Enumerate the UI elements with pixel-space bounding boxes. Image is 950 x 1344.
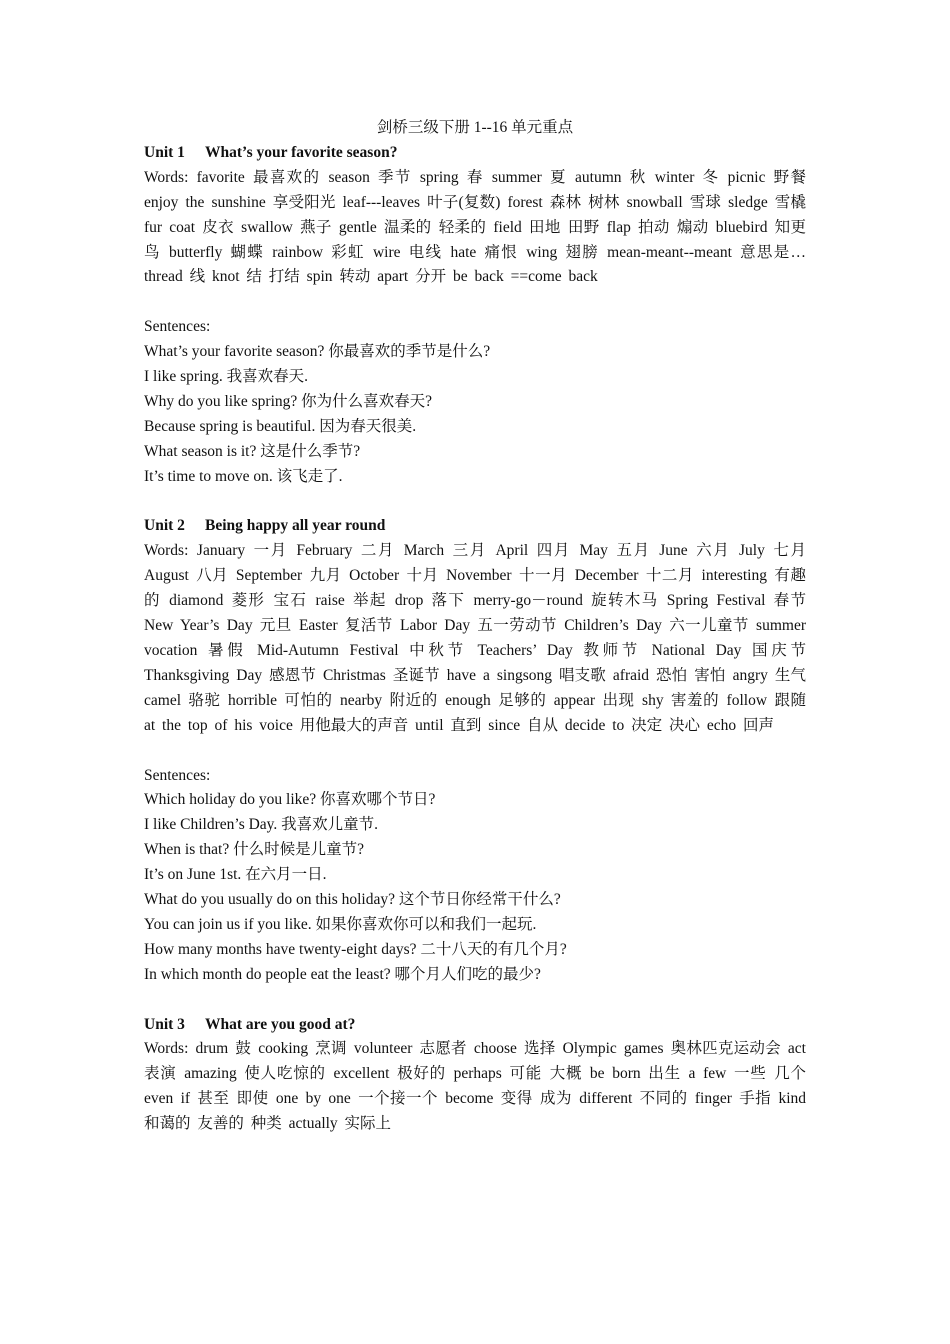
unit-2-section [144,514,806,1012]
unit-title: What’s your favorite season? [205,143,398,161]
spacer [144,490,806,515]
unit-1-section [144,141,806,515]
sentence: In which month do people eat the least? 哪个月人们吃的最少? [144,965,541,983]
unit-heading [144,1013,806,1038]
sentence: I like spring. 我喜欢春天. [144,368,309,386]
unit-3-section [144,1013,806,1138]
sentences-label: Sentences: [144,318,211,336]
sentence: How many months have twenty-eight days? 二十八天的有几个月? [144,940,567,958]
spacer [144,290,806,315]
sentence: What’s your favorite season? 你最喜欢的季节是什么? [144,343,491,361]
unit-title: What are you good at? [205,1015,356,1033]
spacer [144,739,806,764]
document-body [144,116,806,1137]
sentence: It’s on June 1st. 在六月一日. [144,866,327,884]
unit-heading [144,141,806,166]
sentence: What season is it? 这是什么季节? [144,442,361,460]
spacer [144,988,806,1013]
unit-number: Unit 2 [144,517,185,535]
sentence: Why do you like spring? 你为什么喜欢春天? [144,392,433,410]
sentence: Which holiday do you like? 你喜欢哪个节日? [144,791,436,809]
sentence: You can join us if you like. 如果你喜欢你可以和我们一起玩. [144,915,537,933]
document-title: 剑桥三级下册 1--16 单元重点 [376,119,574,136]
unit-heading [144,514,806,539]
unit-number: Unit 3 [144,1015,185,1033]
sentence: Because spring is beautiful. 因为春天很美. [144,417,417,435]
sentences-label: Sentences: [144,766,211,784]
unit-number: Unit 1 [144,143,185,161]
sentence: When is that? 什么时候是儿童节? [144,841,364,859]
sentence: I like Children’s Day. 我喜欢儿童节. [144,816,379,834]
sentence: What do you usually do on this holiday? 这个节日你经常干什么? [144,891,561,909]
unit-title: Being happy all year round [205,517,386,535]
unit-words: Words: favorite 最喜欢的 season 季节 spring 春 summer 夏 autumn 秋 winter 冬 picnic 野餐 enjoy the sunshine 享受阳光 leaf---leaves 叶子(复数) forest 森林 树林 snowball 雪球 sledge 雪橇 fur coat 皮衣 swallow 燕子 gentle 温柔的 轻柔的 field 田地 田野 flap 拍动 煽动 bluebird 知更鸟 butterfly 蝴蝶 rainbow 彩虹 wire 电线 hate 痛恨 wing 翅膀 mean-meant--meant 意思是… thread 线 knot 结 打结 spin 转动 apart 分开 be back ==come back [144,168,806,286]
unit-words: Words: drum 鼓 cooking 烹调 volunteer 志愿者 choose 选择 Olympic games 奥林匹克运动会 act 表演 amazing 使人吃惊的 excellent 极好的 perhaps 可能 大概 be born 出生 a few 一些 几个 even if 甚至 即使 one by one 一个接一个 become 变得 成为 different 不同的 finger 手指 kind 和蔼的 友善的 种类 actually 实际上 [144,1040,806,1133]
unit-words: Words: January 一月 February 二月 March 三月 April 四月 May 五月 June 六月 July 七月 August 八月 September 九月 October 十月 November 十一月 December 十二月 interesting 有趣的 diamond 菱形 宝石 raise 举起 drop 落下 merry-go－round 旋转木马 Spring Festival 春节 New Year’s Day 元旦 Easter 复活节 Labor Day 五一劳动节 Children’s Day 六一儿童节 summer vocation 暑假 Mid-Autumn Festival 中秋节 Teachers’ Day 教师节 National Day 国庆节 Thanksgiving Day 感恩节 Christmas 圣诞节 have a singsong 唱支歌 afraid 恐怕 害怕 angry 生气 camel 骆驼 horrible 可怕的 nearby 附近的 enough 足够的 appear 出现 shy 害羞的 follow 跟随 at the top of his voice 用他最大的声音 until 直到 since 自从 decide to 决定 决心 echo 回声 [144,542,806,734]
sentence: It’s time to move on. 该飞走了. [144,467,343,485]
